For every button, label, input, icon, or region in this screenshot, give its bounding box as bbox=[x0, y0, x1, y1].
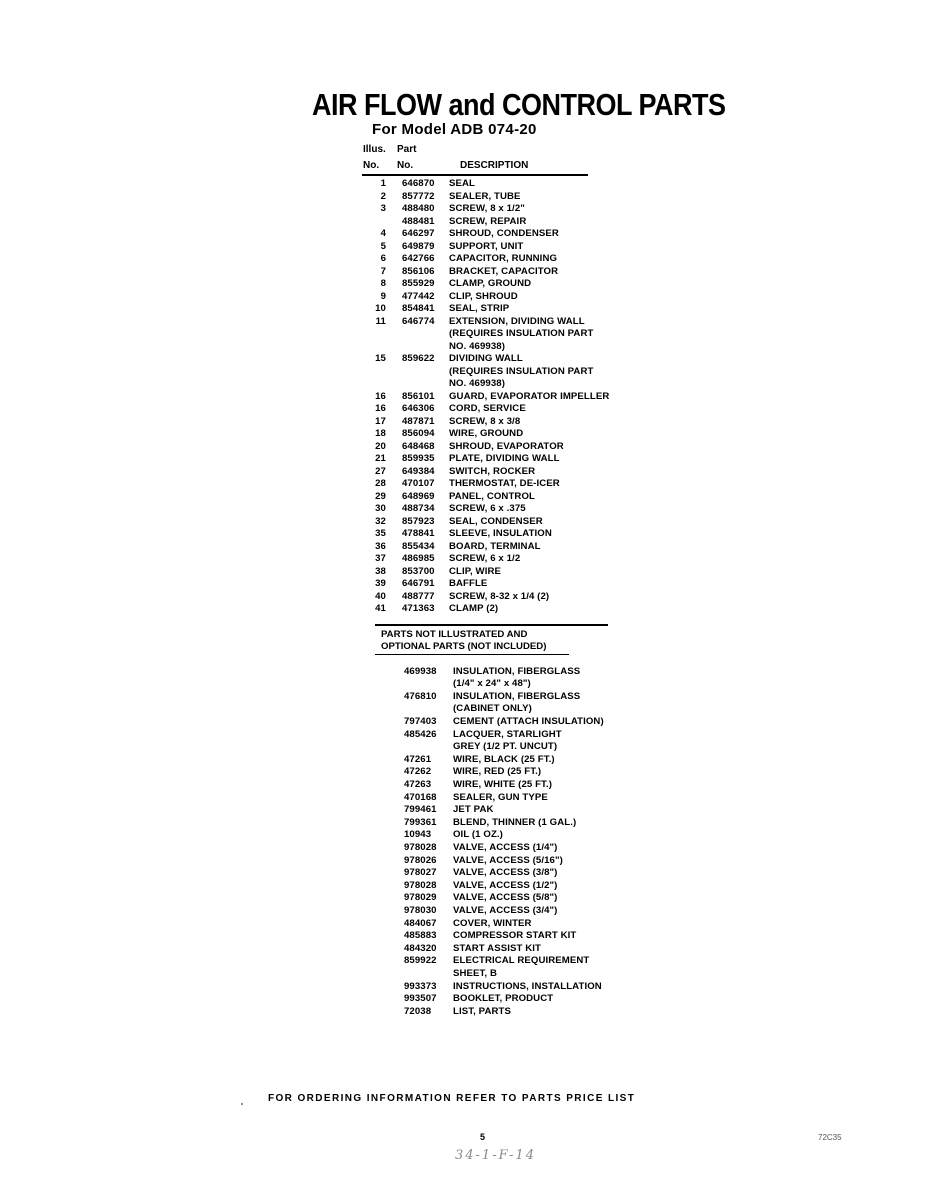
optional-part-description: VALVE, ACCESS (3/4") bbox=[453, 904, 558, 916]
part-number: 486985 bbox=[402, 553, 435, 564]
illus-number: 17 bbox=[375, 415, 386, 427]
illus-number: 16 bbox=[375, 403, 386, 414]
part-number: 488481 bbox=[402, 215, 435, 227]
optional-part-number: 485883 bbox=[404, 930, 437, 942]
part-description: WIRE, GROUND bbox=[449, 428, 524, 439]
section-rule-top bbox=[375, 624, 608, 626]
part-description: SCREW, 6 x 1/2 bbox=[449, 553, 521, 564]
optional-part-description: WIRE, RED (25 FT.) bbox=[453, 766, 542, 778]
illus-number: 4 bbox=[380, 228, 386, 239]
optional-part-number: 47263 bbox=[404, 778, 432, 790]
optional-part-number: 978030 bbox=[404, 904, 437, 916]
illus-number: 20 bbox=[375, 440, 386, 452]
optional-part-number: 799361 bbox=[404, 816, 437, 828]
optional-part-number: 978028 bbox=[404, 879, 437, 891]
optional-part-description: ELECTRICAL REQUIREMENT bbox=[453, 955, 590, 967]
illus-number: 36 bbox=[375, 540, 386, 552]
illus-number: 7 bbox=[380, 265, 386, 277]
optional-part-number: 469938 bbox=[404, 665, 437, 677]
header-illus: Illus. bbox=[363, 144, 386, 155]
optional-part-description: CEMENT (ATTACH INSULATION) bbox=[453, 715, 604, 727]
illus-number: 38 bbox=[375, 565, 386, 577]
optional-part-description: INSULATION, FIBERGLASS bbox=[453, 665, 581, 677]
optional-part-description: COMPRESSOR START KIT bbox=[453, 930, 577, 942]
part-number: 648969 bbox=[402, 490, 435, 502]
optional-part-description: BOOKLET, PRODUCT bbox=[453, 993, 554, 1005]
part-number: 646774 bbox=[402, 315, 435, 327]
part-description: SUPPORT, UNIT bbox=[449, 240, 524, 252]
illus-number: 29 bbox=[375, 490, 386, 502]
part-number: 642766 bbox=[402, 253, 435, 264]
part-number: 853700 bbox=[402, 565, 435, 577]
illus-number: 41 bbox=[375, 603, 386, 614]
optional-part-number: 484067 bbox=[404, 917, 437, 929]
illus-number: 5 bbox=[380, 240, 386, 252]
corner-code: 72C35 bbox=[818, 1133, 842, 1142]
part-description: PLATE, DIVIDING WALL bbox=[449, 453, 560, 464]
optional-part-description: LIST, PARTS bbox=[453, 1005, 511, 1017]
optional-part-description: BLEND, THINNER (1 GAL.) bbox=[453, 816, 577, 828]
part-number: 857772 bbox=[402, 190, 435, 202]
part-description: SCREW, REPAIR bbox=[449, 215, 527, 227]
header-no: No. bbox=[363, 160, 380, 171]
optional-part-description: VALVE, ACCESS (1/2") bbox=[453, 879, 558, 891]
part-description: SHROUD, CONDENSER bbox=[449, 228, 559, 239]
part-number: 859622 bbox=[402, 353, 435, 364]
part-number: 649384 bbox=[402, 465, 435, 477]
optional-part-description: VALVE, ACCESS (5/16") bbox=[453, 854, 563, 866]
header-description: DESCRIPTION bbox=[460, 160, 529, 171]
illus-number: 8 bbox=[380, 278, 386, 289]
illus-number: 15 bbox=[375, 353, 386, 364]
part-description: BAFFLE bbox=[449, 578, 488, 589]
optional-part-description: INSTRUCTIONS, INSTALLATION bbox=[453, 980, 602, 992]
part-description: SEAL, CONDENSER bbox=[449, 515, 543, 527]
part-number: 488777 bbox=[402, 590, 435, 602]
part-number: 649879 bbox=[402, 240, 435, 252]
illus-number: 6 bbox=[380, 253, 386, 264]
optional-part-description: WIRE, WHITE (25 FT.) bbox=[453, 778, 552, 790]
part-number: 856106 bbox=[402, 265, 435, 277]
header-rule bbox=[362, 174, 588, 176]
part-number: 646791 bbox=[402, 578, 435, 589]
part-description: SCREW, 8 x 3/8 bbox=[449, 415, 521, 427]
part-description: SEALER, TUBE bbox=[449, 190, 521, 202]
optional-part-number: 978027 bbox=[404, 867, 437, 879]
part-number: 488734 bbox=[402, 503, 435, 514]
part-description: SWITCH, ROCKER bbox=[449, 465, 536, 477]
optional-part-description: INSULATION, FIBERGLASS bbox=[453, 690, 581, 702]
illus-number: 39 bbox=[375, 578, 386, 589]
illus-number: 3 bbox=[380, 203, 386, 214]
part-number: 857923 bbox=[402, 515, 435, 527]
optional-part-number: 476810 bbox=[404, 690, 437, 702]
optional-part-description: SHEET, B bbox=[453, 967, 497, 979]
part-description: (REQUIRES INSULATION PART bbox=[449, 328, 594, 339]
part-description: PANEL, CONTROL bbox=[449, 490, 535, 502]
part-description: SHROUD, EVAPORATOR bbox=[449, 440, 564, 452]
optional-part-number: 978026 bbox=[404, 854, 437, 866]
illus-number: 2 bbox=[380, 190, 386, 202]
optional-part-description: JET PAK bbox=[453, 804, 494, 816]
illus-number: 35 bbox=[375, 528, 386, 539]
optional-part-description: VALVE, ACCESS (3/8") bbox=[453, 867, 558, 879]
part-description: CORD, SERVICE bbox=[449, 403, 526, 414]
part-number: 856101 bbox=[402, 390, 435, 402]
optional-part-description: COVER, WINTER bbox=[453, 917, 532, 929]
part-number: 648468 bbox=[402, 440, 435, 452]
handwritten-note: 34-1-F-14 bbox=[455, 1148, 536, 1163]
part-number: 471363 bbox=[402, 603, 435, 614]
part-number: 488480 bbox=[402, 203, 435, 214]
illus-number: 37 bbox=[375, 553, 386, 564]
part-description: THERMOSTAT, DE-ICER bbox=[449, 478, 560, 489]
illus-number: 9 bbox=[380, 290, 386, 302]
part-number: 859935 bbox=[402, 453, 435, 464]
part-description: BRACKET, CAPACITOR bbox=[449, 265, 559, 277]
optional-part-number: 485426 bbox=[404, 728, 437, 740]
part-description: CLAMP (2) bbox=[449, 603, 499, 614]
part-description: SEAL bbox=[449, 178, 475, 189]
illus-number: 1 bbox=[380, 178, 386, 189]
illus-number: 16 bbox=[375, 390, 386, 402]
illus-number: 18 bbox=[375, 428, 386, 439]
optional-part-number: 859922 bbox=[404, 955, 437, 967]
illus-number: 10 bbox=[375, 303, 386, 314]
part-number: 487871 bbox=[402, 415, 435, 427]
illus-number: 28 bbox=[375, 478, 386, 489]
part-description: SEAL, STRIP bbox=[449, 303, 510, 314]
part-number: 470107 bbox=[402, 478, 435, 489]
optional-part-number: 978028 bbox=[404, 841, 437, 853]
optional-part-number: 47261 bbox=[404, 753, 432, 765]
optional-part-number: 993507 bbox=[404, 993, 437, 1005]
optional-part-description: START ASSIST KIT bbox=[453, 942, 541, 954]
part-description: CAPACITOR, RUNNING bbox=[449, 253, 558, 264]
page-title: AIR FLOW and CONTROL PARTS bbox=[312, 88, 726, 122]
illus-number: 40 bbox=[375, 590, 386, 602]
part-description: CLAMP, GROUND bbox=[449, 278, 532, 289]
illus-number: 30 bbox=[375, 503, 386, 514]
part-description: EXTENSION, DIVIDING WALL bbox=[449, 315, 585, 327]
part-description: GUARD, EVAPORATOR IMPELLER bbox=[449, 390, 610, 402]
optional-header-line1: PARTS NOT ILLUSTRATED AND bbox=[381, 628, 528, 640]
part-description: SCREW, 8-32 x 1/4 (2) bbox=[449, 590, 550, 602]
part-description: NO. 469938) bbox=[449, 378, 506, 389]
scan-speck bbox=[241, 1103, 243, 1105]
part-description: SLEEVE, INSULATION bbox=[449, 528, 552, 539]
optional-part-number: 799461 bbox=[404, 804, 437, 816]
section-rule-bottom bbox=[375, 654, 569, 655]
optional-part-description: OIL (1 OZ.) bbox=[453, 829, 503, 841]
optional-header-line2: OPTIONAL PARTS (NOT INCLUDED) bbox=[381, 640, 547, 652]
illus-number: 32 bbox=[375, 515, 386, 527]
part-description: CLIP, WIRE bbox=[449, 565, 501, 577]
page-subtitle: For Model ADB 074-20 bbox=[372, 121, 537, 138]
part-description: SCREW, 6 x .375 bbox=[449, 503, 526, 514]
optional-part-description: GREY (1/2 PT. UNCUT) bbox=[453, 741, 558, 753]
ordering-footer: FOR ORDERING INFORMATION REFER TO PARTS PRICE LIST bbox=[268, 1093, 636, 1104]
part-number: 855929 bbox=[402, 278, 435, 289]
illus-number: 27 bbox=[375, 465, 386, 477]
part-number: 477442 bbox=[402, 290, 435, 302]
page-number: 5 bbox=[480, 1132, 486, 1142]
optional-part-description: LACQUER, STARLIGHT bbox=[453, 728, 562, 740]
part-number: 854841 bbox=[402, 303, 435, 314]
part-number: 855434 bbox=[402, 540, 435, 552]
optional-part-description: (CABINET ONLY) bbox=[453, 703, 532, 715]
part-description: (REQUIRES INSULATION PART bbox=[449, 365, 594, 377]
optional-part-number: 978029 bbox=[404, 892, 437, 904]
optional-part-number: 10943 bbox=[404, 829, 432, 841]
part-description: CLIP, SHROUD bbox=[449, 290, 518, 302]
optional-part-number: 47262 bbox=[404, 766, 432, 778]
optional-part-description: WIRE, BLACK (25 FT.) bbox=[453, 753, 555, 765]
optional-part-number: 72038 bbox=[404, 1005, 432, 1017]
part-number: 478841 bbox=[402, 528, 435, 539]
optional-part-description: SEALER, GUN TYPE bbox=[453, 791, 548, 803]
optional-part-description: VALVE, ACCESS (1/4") bbox=[453, 841, 558, 853]
part-description: BOARD, TERMINAL bbox=[449, 540, 541, 552]
part-description: DIVIDING WALL bbox=[449, 353, 523, 364]
optional-part-number: 993373 bbox=[404, 980, 437, 992]
optional-part-number: 484320 bbox=[404, 942, 437, 954]
part-number: 856094 bbox=[402, 428, 435, 439]
part-number: 646870 bbox=[402, 178, 435, 189]
optional-part-description: (1/4" x 24" x 48") bbox=[453, 678, 531, 690]
part-number: 646297 bbox=[402, 228, 435, 239]
illus-number: 21 bbox=[375, 453, 386, 464]
optional-part-number: 470168 bbox=[404, 791, 437, 803]
part-number: 646306 bbox=[402, 403, 435, 414]
optional-part-description: VALVE, ACCESS (5/8") bbox=[453, 892, 558, 904]
part-description: SCREW, 8 x 1/2" bbox=[449, 203, 525, 214]
illus-number: 11 bbox=[375, 315, 386, 327]
header-part: Part bbox=[397, 144, 417, 155]
header-part-no: No. bbox=[397, 160, 414, 171]
optional-part-number: 797403 bbox=[404, 715, 437, 727]
part-description: NO. 469938) bbox=[449, 340, 506, 352]
